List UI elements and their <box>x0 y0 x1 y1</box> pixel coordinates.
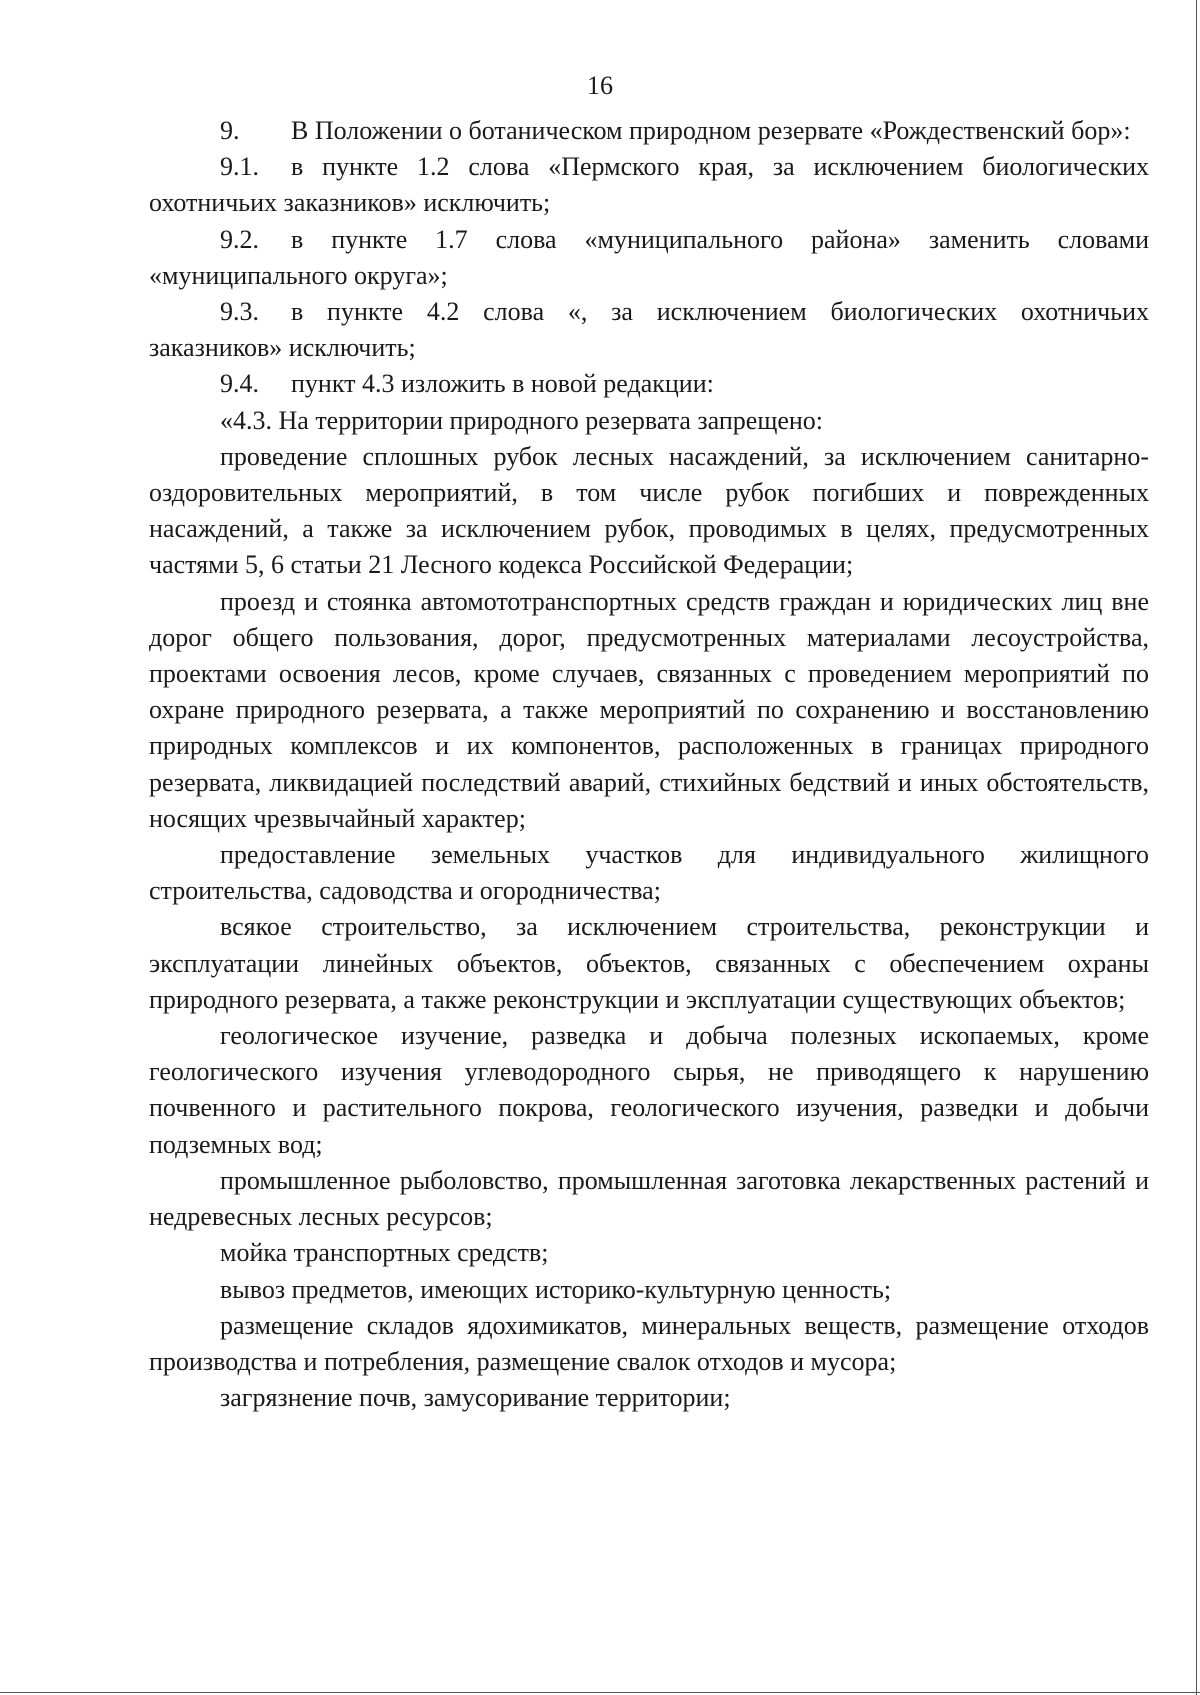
paragraph-9-2 <box>149 222 1149 294</box>
paragraph-4-3-intro <box>149 403 1149 439</box>
prohibition-vehicles <box>149 584 1149 837</box>
paragraph-text: размещение складов ядохимикатов, минеральных веществ, размещение отходов производства и потребления, размещение свалок отходов и мусора; <box>149 1310 1149 1376</box>
prohibition-waste <box>149 1308 1149 1380</box>
prohibition-construction <box>149 909 1149 1018</box>
document-body <box>149 113 1149 1416</box>
paragraph-text: всякое строительство, за исключением строительства, реконструкции и эксплуатации линейных объектов, объектов, связанных с обеспечением охраны природного резервата, а также реконструкции и эксплуатации существующих объектов; <box>149 912 1149 1014</box>
paragraph-text: геологическое изучение, разведка и добыча полезных ископаемых, кроме геологического изучения углеводородного сырья, не приводящего к нарушению почвенного и растительного покрова, геологического изучения, разведки и добычи подземных вод; <box>149 1021 1149 1159</box>
paragraph-9 <box>149 113 1149 149</box>
prohibition-artifacts <box>149 1272 1149 1308</box>
paragraph-text: в пункте 1.7 слова «муниципального района» заменить словами «муниципального округа»; <box>149 224 1149 290</box>
page-number: 16 <box>587 71 613 100</box>
scan-edge-right <box>1196 0 1197 1695</box>
paragraph-text: мойка транспортных средств; <box>220 1238 549 1268</box>
paragraph-number: 9. <box>220 116 240 145</box>
paragraph-9-1 <box>149 149 1149 221</box>
prohibition-geology <box>149 1018 1149 1163</box>
paragraph-number: 9.2. <box>220 224 259 254</box>
prohibition-land-plots <box>149 837 1149 909</box>
paragraph-text: «4.3. На территории природного резервата запрещено: <box>220 405 824 435</box>
prohibition-fishing <box>149 1163 1149 1235</box>
paragraph-number: 9.4. <box>220 369 259 399</box>
prohibition-pollution <box>149 1380 1149 1416</box>
paragraph-text: вывоз предметов, имеющих историко-культурную ценность; <box>220 1274 892 1304</box>
paragraph-text: предоставление земельных участков для индивидуального жилищного строительства, садоводства и огородничества; <box>149 840 1149 906</box>
paragraph-text: в пункте 1.2 слова «Пермского края, за исключением биологических охотничьих заказников» исключить; <box>149 152 1149 218</box>
paragraph-text: в пункте 4.2 слова «, за исключением биологических охотничьих заказников» исключить; <box>149 297 1149 363</box>
paragraph-text: проезд и стоянка автомототранспортных средств граждан и юридических лиц вне дорог общего пользования, дорог, предусмотренных материалами лесоустройства, проектами освоения лесов, кроме случаев, связанных с проведением мероприятий по охране природного резервата, а также мероприятий по сохранению и восстановлению природных комплексов и их компонентов, расположенных в границах природного резервата, ликвидацией последствий аварий, стихийных бедствий и иных обстоятельств, носящих чрезвычайный характер; <box>149 586 1149 833</box>
prohibition-clear-cutting <box>149 439 1149 584</box>
paragraph-text: В Положении о ботаническом природном резервате «Рождественский бор»: <box>291 116 1131 145</box>
paragraph-text: пункт 4.3 изложить в новой редакции: <box>291 369 714 399</box>
paragraph-text: загрязнение почв, замусоривание территории; <box>220 1383 731 1413</box>
paragraph-text: проведение сплошных рубок лесных насаждений, за исключением санитарно-оздоровительных мероприятий, в том числе рубок погибших и поврежденных насаждений, а также за исключением рубок, проводимых в целях, предусмотренных частями 5, 6 статьи 21 Лесного кодекса Российской Федерации; <box>149 441 1149 580</box>
paragraph-number: 9.3. <box>220 297 259 327</box>
paragraph-9-4 <box>149 366 1149 402</box>
paragraph-text: промышленное рыболовство, промышленная заготовка лекарственных растений и недревесных лесных ресурсов; <box>149 1165 1149 1232</box>
paragraph-9-3 <box>149 294 1149 366</box>
paragraph-number: 9.1. <box>220 152 259 182</box>
prohibition-car-wash <box>149 1235 1149 1271</box>
scan-edge-bottom <box>0 1692 1200 1693</box>
